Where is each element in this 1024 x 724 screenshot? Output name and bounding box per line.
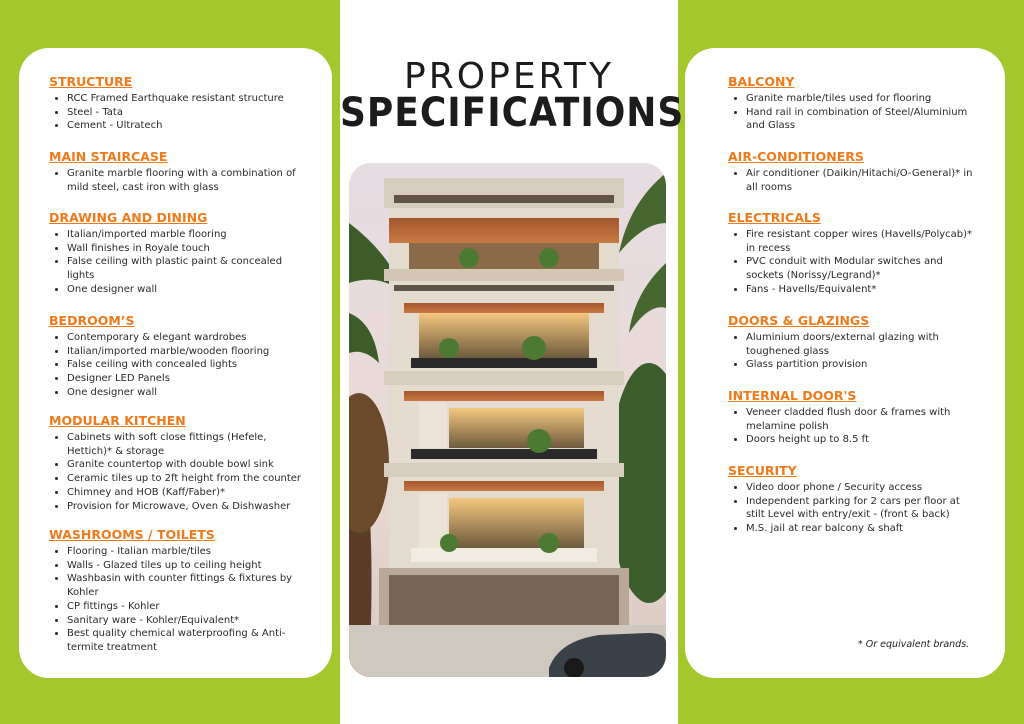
title-line-1: PROPERTY	[404, 56, 614, 97]
list-item: • Italian/imported marble flooring	[67, 228, 299, 242]
item-list	[49, 431, 314, 513]
title-line-2: SPECIFICATIONS	[340, 90, 685, 136]
building-render-image	[349, 163, 666, 677]
list-item: • False ceiling with plastic paint & concealed lights	[67, 255, 299, 282]
list-item: • Glass partition provision	[746, 358, 973, 372]
section-title: MODULAR KITCHEN	[49, 413, 186, 428]
list-item: • Wall finishes in Royale touch	[67, 242, 299, 256]
section-title: DRAWING AND DINING	[49, 210, 208, 225]
section-title: DOORS & GLAZINGS	[728, 313, 870, 328]
item-list	[728, 331, 973, 372]
list-item: • Granite marble flooring with a combination of mild steel, cast iron with glass	[67, 167, 304, 194]
section-title: BALCONY	[728, 74, 795, 89]
list-item: • Doors height up to 8.5 ft	[746, 433, 978, 447]
list-item: • Flooring - Italian marble/tiles	[67, 545, 304, 559]
list-item: • Chimney and HOB (Kaff/Faber)*	[67, 486, 314, 500]
section-title: ELECTRICALS	[728, 210, 821, 225]
list-item: • Walls - Glazed tiles up to ceiling height	[67, 559, 304, 573]
item-list	[49, 545, 304, 655]
item-list	[49, 331, 319, 400]
list-item: • Washbasin with counter fittings & fixtures by Kohler	[67, 572, 304, 599]
list-item: • Video door phone / Security access	[746, 481, 978, 495]
list-item: • One designer wall	[67, 386, 319, 400]
list-item: • Granite marble/tiles used for flooring	[746, 92, 968, 106]
list-item: • Best quality chemical waterproofing & Anti-termite treatment	[67, 627, 304, 654]
list-item: • Fire resistant copper wires (Havells/Polycab)* in recess	[746, 228, 973, 255]
section-title: MAIN STAIRCASE	[49, 149, 168, 164]
list-item: • Fans - Havells/Equivalent*	[746, 283, 973, 297]
item-list	[728, 92, 968, 133]
list-item: • Italian/imported marble/wooden flooring	[67, 345, 319, 359]
section-modular-kitchen	[49, 413, 314, 513]
list-item: • Provision for Microwave, Oven & Dishwasher	[67, 500, 314, 514]
item-list	[728, 406, 978, 447]
section-main-staircase	[49, 149, 304, 194]
list-item: • False ceiling with concealed lights	[67, 358, 319, 372]
footnote: * Or equivalent brands.	[858, 639, 970, 650]
list-item: • Air conditioner (Daikin/Hitachi/O-General)* in all rooms	[746, 167, 978, 194]
list-item: • Cabinets with soft close fittings (Hefele, Hettich)* & storage	[67, 431, 314, 458]
section-internal-doors	[728, 388, 978, 447]
list-item: • Cement - Ultratech	[67, 119, 319, 133]
section-washrooms	[49, 527, 304, 655]
section-title: STRUCTURE	[49, 74, 133, 89]
list-item: • PVC conduit with Modular switches and sockets (Norissy/Legrand)*	[746, 255, 973, 282]
list-item: • Hand rail in combination of Steel/Aluminium and Glass	[746, 106, 968, 133]
section-title: WASHROOMS / TOILETS	[49, 527, 215, 542]
list-item: • Independent parking for 2 cars per floor at stilt Level with entry/exit - (front & back)	[746, 495, 978, 522]
section-structure	[49, 74, 319, 133]
section-electricals	[728, 210, 973, 297]
list-item: • Veneer cladded flush door & frames with melamine polish	[746, 406, 978, 433]
section-title: AIR-CONDITIONERS	[728, 149, 864, 164]
list-item: • Ceramic tiles up to 2ft height from the counter	[67, 472, 314, 486]
section-security	[728, 463, 978, 536]
list-item: • Designer LED Panels	[67, 372, 319, 386]
list-item: • M.S. jail at rear balcony & shaft	[746, 522, 978, 536]
item-list	[728, 481, 978, 536]
section-title: SECURITY	[728, 463, 797, 478]
list-item: • Contemporary & elegant wardrobes	[67, 331, 319, 345]
section-title: BEDROOM’S	[49, 313, 135, 328]
list-item: • RCC Framed Earthquake resistant structure	[67, 92, 319, 106]
section-balcony	[728, 74, 968, 133]
item-list	[728, 167, 978, 194]
section-title: INTERNAL DOOR'S	[728, 388, 857, 403]
section-drawing-dining	[49, 210, 299, 297]
item-list	[49, 167, 304, 194]
item-list	[49, 92, 319, 133]
list-item: • Aluminium doors/external glazing with toughened glass	[746, 331, 973, 358]
list-item: • CP fittings - Kohler	[67, 600, 304, 614]
item-list	[49, 228, 299, 297]
list-item: • Granite countertop with double bowl sink	[67, 458, 314, 472]
section-doors-glazings	[728, 313, 973, 372]
list-item: • Sanitary ware - Kohler/Equivalent*	[67, 614, 304, 628]
item-list	[728, 228, 973, 297]
section-bedrooms	[49, 313, 319, 400]
section-air-conditioners	[728, 149, 978, 194]
list-item: • One designer wall	[67, 283, 299, 297]
list-item: • Steel - Tata	[67, 106, 319, 120]
